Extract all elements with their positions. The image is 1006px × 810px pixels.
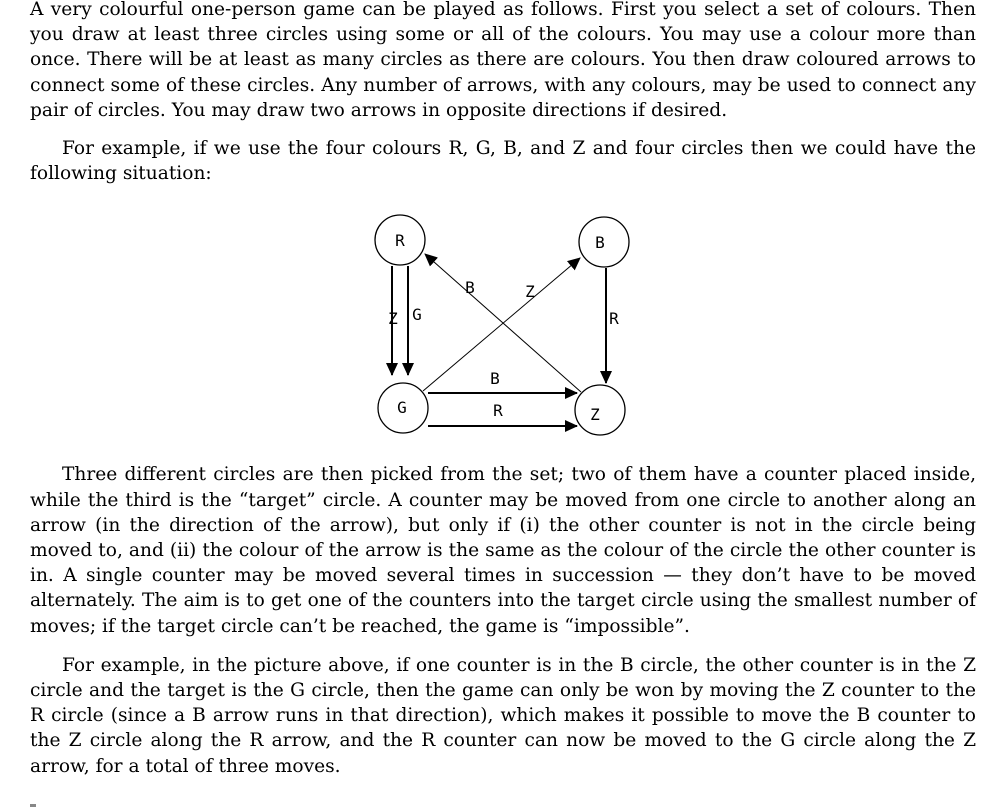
- circle-r: [375, 215, 425, 265]
- arrow-r-to-g-g-label: G: [412, 305, 422, 325]
- arrow-g-to-b-z-label: Z: [525, 282, 535, 302]
- rules-paragraph: Three different circles are then picked from the set; two of them have a counter placed inside, while the third is the “target” circle. A counter may be moved from one circle to another along an arrow (in the direction of the arrow), but only if (i) the other counter is not in the circle being moved to, and (ii) the colour of the arrow is the same as the colour of the circle the other counter is in. A single counter may be moved several times in succession — they don’t have to be moved alternately. The aim is to get one of the counters into the target circle using the smallest number of moves; if the target circle can’t be reached, the game is “impossible”.: [30, 464, 976, 637]
- page-edge-mark: [30, 804, 36, 807]
- circle-g: [378, 383, 428, 433]
- circle-z: [575, 385, 625, 435]
- circle-b-label: B: [595, 233, 605, 253]
- intro-paragraph: A very colourful one-person game can be played as follows. First you select a set of colours. Then you draw at least three circles using some or all of the colours. You may use a colour more than once. There will be at least as many circles as there are colours. You then draw coloured arrows to connect some of these circles. Any number of arrows, with any colours, may be used to connect any pair of circles. You may draw two arrows in opposite directions if desired.: [30, 0, 976, 121]
- game-diagram: [30, 186, 976, 462]
- circle-r-label: R: [395, 231, 405, 251]
- document-page: [30, 0, 976, 779]
- game-diagram-svg: [30, 186, 976, 462]
- arrow-g-to-z-r-label: R: [493, 401, 503, 421]
- worked-example-paragraph: For example, in the picture above, if one counter is in the B circle, the other counter is in the Z circle and the target is the G circle, then the game can only be won by moving the Z counter to the R circle (since a B arrow runs in that direction), which makes it possible to move the B counter to the Z circle along the R arrow, and the R counter can now be moved to the G circle along the Z arrow, for a total of three moves.: [30, 654, 976, 777]
- arrow-z-to-r-b-label: B: [465, 278, 475, 298]
- example-intro-paragraph: For example, if we use the four colours R, G, B, and Z and four circles then we could have the following situation:: [30, 138, 976, 185]
- arrow-b-to-z-r-label: R: [609, 309, 619, 329]
- circle-g-label: G: [397, 398, 407, 418]
- arrow-g-to-z-b-label: B: [490, 369, 500, 389]
- circle-b: [579, 217, 629, 267]
- circle-z-label: Z: [590, 405, 600, 425]
- arrow-g-to-b-z: [423, 258, 580, 391]
- arrow-r-to-g-z-label: Z: [388, 309, 398, 329]
